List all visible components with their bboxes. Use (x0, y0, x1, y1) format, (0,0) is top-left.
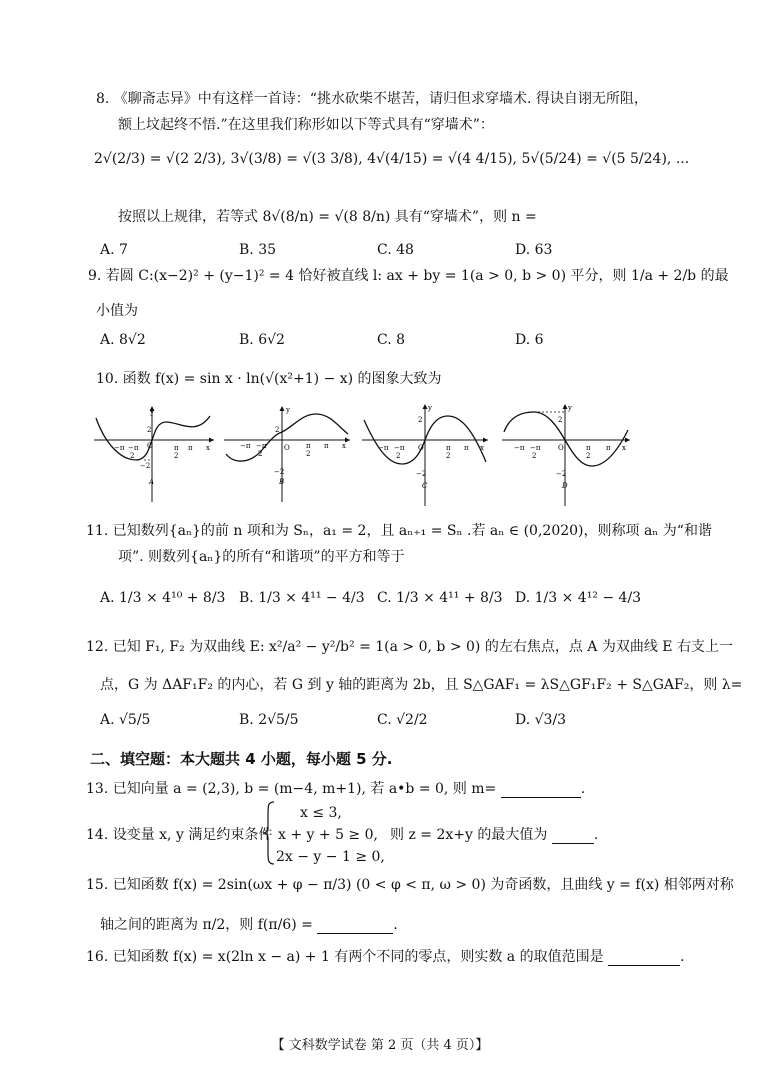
q15-line2: 轴之间的距离为 π/2，则 f(π/6) = . (100, 917, 398, 933)
q8-option-c: C. 48 (377, 242, 414, 258)
svg-text:2: 2 (532, 452, 537, 460)
svg-text:2: 2 (147, 426, 152, 434)
svg-text:y: y (568, 404, 572, 412)
q12-option-a: A. √5/5 (100, 712, 151, 728)
svg-text:x: x (342, 442, 346, 450)
svg-text:2: 2 (306, 450, 311, 458)
graph-d-label: D (562, 482, 568, 490)
q14-post-label: 则 z = 2x+y 的最大值为 (390, 827, 548, 843)
svg-text:π: π (464, 444, 469, 452)
q14-constraint-1: x ≤ 3, (300, 805, 342, 821)
graph-d (502, 404, 630, 506)
svg-text:−π: −π (514, 444, 525, 452)
q12-option-b: B. 2√5/5 (239, 712, 299, 728)
q14-brace (262, 800, 276, 866)
svg-text:−2: −2 (274, 468, 285, 476)
q13-answer-blank[interactable] (501, 797, 581, 798)
graph-b (224, 406, 350, 502)
q12-option-c: C. √2/2 (377, 712, 428, 728)
graph-c-label: C (422, 482, 428, 490)
svg-text:−2: −2 (416, 470, 427, 478)
graph-c (362, 404, 488, 506)
svg-text:O: O (558, 444, 564, 452)
svg-text:2: 2 (396, 452, 401, 460)
q14-post: 则 z = 2x+y 的最大值为 . (390, 827, 599, 843)
q9-option-b: B. 6√2 (239, 332, 285, 348)
svg-text:x: x (622, 444, 626, 452)
q8-option-b: B. 35 (239, 242, 277, 258)
svg-text:π: π (174, 444, 179, 452)
svg-text:−π: −π (240, 442, 251, 450)
q11-option-c: C. 1/3 × 4¹¹ + 8/3 (377, 590, 503, 606)
q14-constraint-2: x + y + 5 ≥ 0, (278, 827, 378, 843)
svg-text:O: O (284, 444, 290, 452)
graph-a (94, 406, 214, 502)
q9-option-d: D. 6 (515, 332, 544, 348)
q11-line1: 11. 已知数列{aₙ}的前 n 项和为 Sₙ，a₁ = 2，且 aₙ₊₁ = Sₙ .若 aₙ ∈ (0,2020)，则称项 aₙ 为“和谐 (86, 523, 712, 539)
svg-text:π: π (188, 444, 193, 452)
svg-text:x: x (480, 444, 484, 452)
svg-text:π: π (306, 442, 311, 450)
q8-line1: 8. 《聊斋志异》中有这样一首诗：“挑水砍柴不堪苦，请归但求穿墙术. 得诀自诩无所阻， (96, 91, 648, 107)
svg-text:−π: −π (394, 444, 405, 452)
page-footer: 【 文科数学试卷 第 2 页（共 4 页）】 (271, 1038, 489, 1053)
svg-text:O: O (147, 442, 153, 450)
svg-text:−2: −2 (556, 470, 567, 478)
q16-answer-blank[interactable] (608, 965, 680, 966)
graph-b-label: B (279, 478, 285, 486)
q13-text: 13. 已知向量 a = (2,3), b = (m−4, m+1), 若 a•b = 0, 则 m= . (86, 781, 586, 797)
graph-a-label: A (149, 478, 155, 486)
q16-label: 16. 已知函数 f(x) = x(2ln x − a) + 1 有两个不同的零点，则实数 a 的取值范围是 (86, 949, 604, 965)
q11-option-a: A. 1/3 × 4¹⁰ + 8/3 (100, 590, 226, 606)
svg-text:x: x (206, 444, 210, 452)
q9-option-c: C. 8 (377, 332, 406, 348)
q12-option-d: D. √3/3 (515, 712, 567, 728)
svg-text:−2: −2 (140, 462, 151, 470)
q8-line4: 按照以上规律，若等式 8√(8/n) = √(8 8/n) 具有“穿墙术”，则 n = (118, 209, 537, 225)
q8-line2: 额上坟起终不悟.”在这里我们称形如以下等式具有“穿墙术”： (118, 117, 494, 133)
svg-text:2: 2 (558, 416, 563, 424)
svg-text:π: π (324, 442, 329, 450)
q15-line1: 15. 已知函数 f(x) = 2sin(ωx + φ − π/3) (0 < φ < π, ω > 0) 为奇函数，且曲线 y = f(x) 相邻两对称 (86, 877, 734, 893)
q9-line1: 9. 若圆 C:(x−2)² + (y−1)² = 4 恰好被直线 l: ax + by = 1(a > 0, b > 0) 平分，则 1/a + 2/b 的最 (88, 268, 729, 284)
q11-option-d: D. 1/3 × 4¹² − 4/3 (515, 590, 642, 606)
q15-answer-blank[interactable] (317, 933, 393, 934)
q12-line2: 点，G 为 ΔAF₁F₂ 的内心，若 G 到 y 轴的距离为 2b，且 S△GAF₁ = λS△GF₁F₂ + S△GAF₂，则 λ= (100, 677, 743, 693)
svg-text:O: O (418, 444, 424, 452)
svg-text:π: π (606, 444, 611, 452)
svg-text:−π: −π (114, 444, 125, 452)
svg-text:−π: −π (256, 442, 267, 450)
q13-label: 13. 已知向量 a = (2,3), b = (m−4, m+1), 若 a•b = 0, 则 m= (86, 781, 497, 797)
svg-text:y: y (286, 406, 290, 414)
svg-text:2: 2 (586, 452, 591, 460)
q9-line2: 小值为 (96, 303, 138, 319)
q11-option-b: B. 1/3 × 4¹¹ − 4/3 (239, 590, 365, 606)
svg-text:2: 2 (418, 416, 423, 424)
svg-text:2: 2 (446, 452, 451, 460)
svg-text:−π: −π (378, 444, 389, 452)
q9-option-a: A. 8√2 (100, 332, 146, 348)
q12-line1: 12. 已知 F₁, F₂ 为双曲线 E: x²/a² − y²/b² = 1(a > 0, b > 0) 的左右焦点，点 A 为双曲线 E 右支上一 (86, 639, 733, 655)
svg-text:−π: −π (530, 444, 541, 452)
q8-option-d: D. 63 (515, 242, 553, 258)
svg-text:2: 2 (174, 452, 179, 460)
q11-line2: 项”. 则数列{aₙ}的所有“和谐项”的平方和等于 (118, 549, 405, 565)
svg-text:2: 2 (130, 452, 135, 460)
svg-text:π: π (446, 444, 451, 452)
svg-text:y: y (428, 404, 432, 412)
q8-option-a: A. 7 (100, 242, 128, 258)
svg-text:2: 2 (258, 450, 263, 458)
q16-text: 16. 已知函数 f(x) = x(2ln x − a) + 1 有两个不同的零点，则实数 a 的取值范围是 . (86, 949, 685, 965)
q10-line1: 10. 函数 f(x) = sin x · ln(√(x²+1) − x) 的图象大致为 (96, 371, 442, 387)
svg-text:2: 2 (275, 426, 280, 434)
q15-line2-label: 轴之间的距离为 π/2，则 f(π/6) = (100, 917, 313, 933)
section-title: 二、填空题：本大题共 4 小题，每小题 5 分. (90, 750, 393, 768)
q10-graphs (92, 402, 632, 512)
svg-text:−π: −π (128, 444, 139, 452)
q14-answer-blank[interactable] (552, 843, 594, 844)
q14-pre: 14. 设变量 x, y 满足约束条件 (86, 827, 273, 843)
q14-constraint-3: 2x − y − 1 ≥ 0, (276, 849, 385, 865)
svg-text:y: y (150, 408, 154, 416)
q8-formula: 2√(2/3) = √(2 2/3), 3√(3/8) = √(3 3/8), 4√(4/15) = √(4 4/15), 5√(5/24) = √(5 5/24), ... (94, 151, 690, 167)
svg-text:π: π (586, 444, 591, 452)
